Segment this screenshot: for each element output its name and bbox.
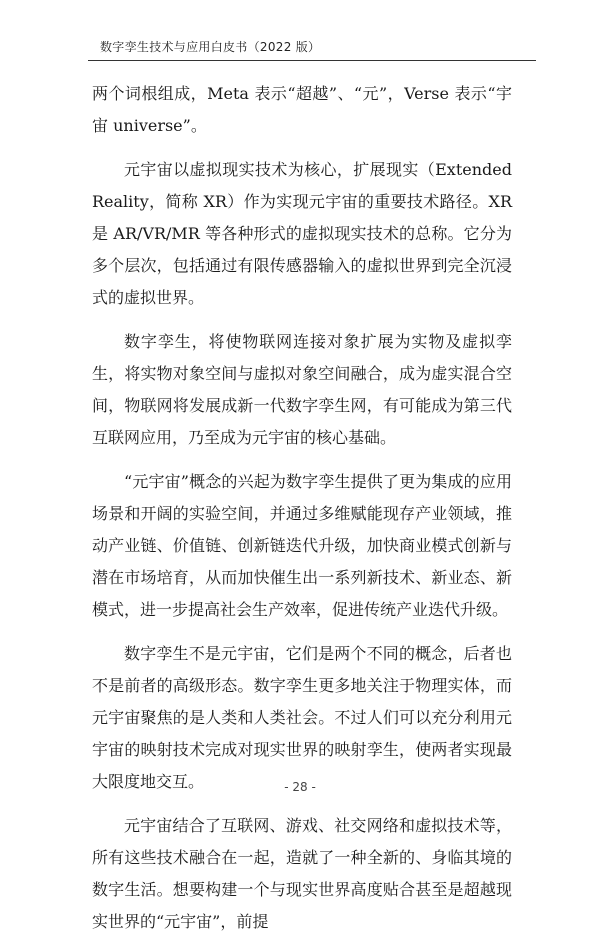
paragraph-metaverse-concept: “元宇宙”概念的兴起为数字孪生提供了更为集成的应用场景和开阔的实验空间，并通过多维赋能现存产业领域，推动产业链、价值链、创新链迭代升级，加快商业模式创新与潜在市场培育，从而加快催生出一系列新技术、新业态、新模式，进一步提高社会生产效率，促进传统产业迭代升级。 bbox=[92, 472, 512, 619]
page-number: - 28 - bbox=[284, 780, 316, 794]
header-divider bbox=[88, 60, 536, 61]
running-header: 数字孪生技术与应用白皮书（2022 版） bbox=[100, 40, 321, 54]
body-text bbox=[92, 78, 512, 950]
paragraph-digital-twin: 数字孪生，将使物联网连接对象扩展为实物及虚拟孪生，将实物对象空间与虚拟对象空间融合，成为虚实混合空间，物联网将发展成新一代数字孪生网，有可能成为第三代互联网应用，乃至成为元宇宙的核心基础。 bbox=[92, 332, 512, 447]
paragraph-combination: 元宇宙结合了互联网、游戏、社交网络和虚拟技术等，所有这些技术融合在一起，造就了一种全新的、身临其境的数字生活。想要构建一个与现实世界高度贴合甚至是超越现实世界的“元宇宙”，前提 bbox=[92, 816, 512, 931]
paragraph-difference: 数字孪生不是元宇宙，它们是两个不同的概念，后者也不是前者的高级形态。数字孪生更多地关注于物理实体，而元宇宙聚焦的是人类和人类社会。不过人们可以充分利用元宇宙的映射技术完成对现实世界的映射孪生，使两者实现最大限度地交互。 bbox=[92, 644, 512, 791]
paragraph-continued: 两个词根组成，Meta 表示“超越”、“元”，Verse 表示“宇宙 universe”。 bbox=[92, 84, 512, 135]
paragraph-xr: 元宇宙以虚拟现实技术为核心，扩展现实（Extended Reality，简称 XR）作为实现元宇宙的重要技术路径。XR 是 AR/VR/MR 等各种形式的虚拟现实技术的总称。它分为多个层次，包括通过有限传感器输入的虚拟世界到完全沉浸式的虚拟世界。 bbox=[92, 160, 512, 307]
